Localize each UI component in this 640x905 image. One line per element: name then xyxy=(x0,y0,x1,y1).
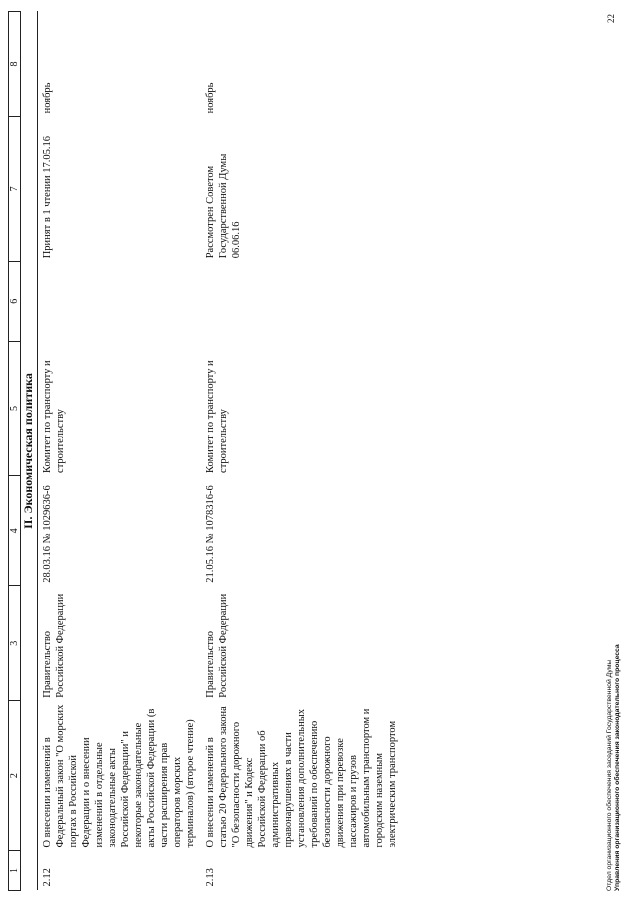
row-number: 2.12 xyxy=(42,868,53,887)
page-number: 22 xyxy=(606,14,616,23)
column-number: 8 xyxy=(9,12,21,117)
footer xyxy=(606,644,622,891)
footer-department: Отдел организационного обеспечения заседаний Государственной Думы xyxy=(606,659,613,891)
planned-month: ноябрь xyxy=(42,82,53,114)
planned-month: ноябрь xyxy=(205,82,216,114)
column-6-cell xyxy=(201,261,403,341)
column-number: 1 xyxy=(9,851,21,891)
column-number-row xyxy=(9,12,21,891)
column-number: 5 xyxy=(9,341,21,476)
bill-author: Правительство Российской Федерации xyxy=(205,593,229,698)
column-number: 2 xyxy=(9,701,21,851)
bill-status: Рассмотрен Советом Государственной Думы 06.06.16 xyxy=(205,153,242,259)
section-row xyxy=(21,12,38,891)
bill-status: Принят в 1 чтении 17.05.16 xyxy=(42,135,53,259)
column-number: 6 xyxy=(9,261,21,341)
row-number: 2.13 xyxy=(205,868,216,887)
section-title: II. Экономическая политика xyxy=(21,12,38,891)
table-row xyxy=(201,12,403,891)
bill-author: Правительство Российской Федерации xyxy=(42,593,66,698)
table-row xyxy=(38,12,202,891)
responsible-committee: Комитет по транспорту и строительству xyxy=(42,360,66,473)
bill-title: О внесении изменений в Федеральный закон "О морских портах в Российской Федерации и о внесении изменений в отдельные законодательные акты Российской Федерации" и некоторые законодательные акты Российской Федерации (в части расширения прав операторов морских терминалов) (второе чтение) xyxy=(42,704,196,848)
column-number: 7 xyxy=(9,116,21,261)
column-number: 3 xyxy=(9,586,21,701)
footer-directorate: Управления организационного обеспечения законодательного процесса xyxy=(614,644,621,891)
responsible-committee: Комитет по транспорту и строительству xyxy=(205,360,229,473)
column-6-cell xyxy=(38,261,202,341)
bill-title: О внесении изменений в статью 20 Федерального закона "О безопасности дорожного движения" и Кодекс Российской Федерации об административных правонарушениях в части установления дополнительных требований по обеспечению безопасности дорожного движения при перевозке пассажиров и грузов автомобильным транспортом и городским наземным электрическим транспортом xyxy=(205,706,398,848)
bill-table xyxy=(8,11,403,891)
registration-info: 28.03.16 № 1029636-6 xyxy=(42,485,53,583)
column-number: 4 xyxy=(9,476,21,586)
registration-info: 21.05.16 № 1078316-6 xyxy=(205,485,216,583)
